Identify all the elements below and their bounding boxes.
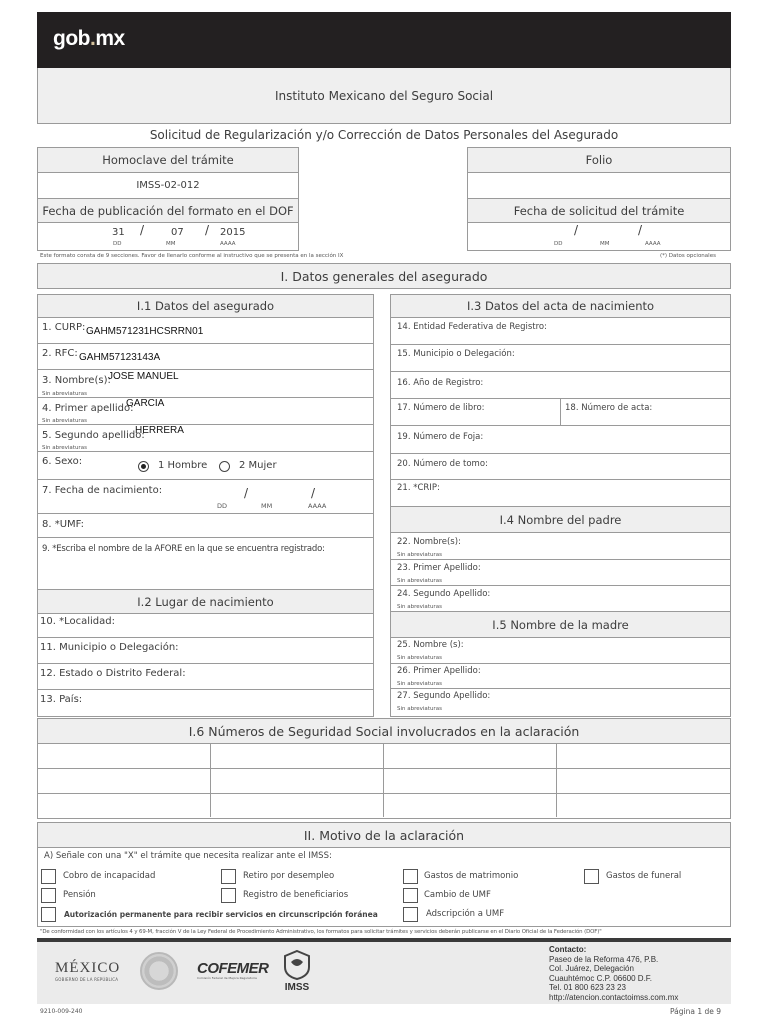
primer-apellido-value: GARCIA (126, 398, 165, 409)
nss-grid-line (38, 768, 730, 769)
footer (37, 942, 731, 1004)
madre-apellido1-row[interactable]: 26. Primer Apellido: Sin abreviaturas (391, 664, 730, 689)
section-1-4-body (390, 533, 731, 612)
afore-row[interactable]: 9. *Escriba el nombre de la AFORE en la que se encuentra registrado: (42, 544, 325, 554)
pension-checkbox[interactable] (41, 888, 56, 903)
gob-mx-header (37, 12, 731, 68)
localidad-row[interactable]: 10. *Localidad: (38, 614, 373, 638)
nombre-value: JOSE MANUEL (108, 371, 179, 382)
section-1-4-header: I.4 Nombre del padre (390, 507, 731, 533)
segundo-apellido-value: HERRERA (135, 425, 184, 436)
section-1-1-header: I.1 Datos del asegurado (37, 294, 374, 318)
form-code: 9210-009-240 (40, 1008, 83, 1015)
padre-apellido2-row[interactable]: 24. Segundo Apellido: Sin abreviaturas (397, 589, 491, 610)
pais-row[interactable]: 13. País: (40, 694, 83, 705)
nss-grid-line (383, 744, 384, 817)
nss-grid-line (556, 744, 557, 817)
adscripcion-umf-checkbox[interactable] (403, 907, 418, 922)
section-1-1-body (37, 318, 374, 590)
section-2-header: II. Motivo de la aclaración (37, 822, 731, 848)
sexo-row: 6. Sexo: 1 Hombre 2 Mujer (38, 452, 373, 480)
section-1-5-header: I.5 Nombre de la madre (390, 612, 731, 638)
autorizacion-foranea-checkbox[interactable] (41, 907, 56, 922)
nss-grid-line (210, 744, 211, 817)
curp-row[interactable]: 1. CURP: GAHM571231HCSRRN01 (38, 318, 373, 344)
numero-tomo-row[interactable]: 20. Número de tomo: (391, 454, 730, 480)
legal-note: "De conformidad con los artículos 4 y 69-M, fracción V de la Ley Federal de Procedimiento Administrativo, los formatos para solicitar trámites y servicios deberán publicarse en el Diario Oficial de la Federación (DOF)" (40, 929, 602, 935)
contact-link[interactable]: http://atencion.contactoimss.com.mx (549, 992, 679, 1002)
nss-grid (37, 744, 731, 819)
retiro-desempleo-checkbox[interactable] (221, 869, 236, 884)
imss-logo: IMSS (277, 950, 317, 993)
homoclave-label: Homoclave del trámite (37, 147, 299, 173)
gastos-matrimonio-checkbox[interactable] (403, 869, 418, 884)
entidad-registro-row[interactable]: 14. Entidad Federativa de Registro: (391, 318, 730, 345)
section-1-3-header: I.3 Datos del acta de nacimiento (390, 294, 731, 318)
publication-date-label: Fecha de publicación del formato en el DOF (37, 199, 299, 223)
section-1-3-body (390, 318, 731, 507)
homoclave-value: IMSS-02-012 (37, 173, 299, 199)
cambio-umf-checkbox[interactable] (403, 888, 418, 903)
publication-date-field: 31 / 07 / 2015 DD MM AAAA (37, 223, 299, 251)
padre-apellido1-row[interactable]: 23. Primer Apellido: Sin abreviaturas (391, 560, 730, 586)
request-date-field[interactable]: / / DD MM AAAA (467, 223, 731, 251)
section-1-6-header: I.6 Números de Seguridad Social involucrados en la aclaración (37, 718, 731, 744)
sexo-mujer-radio[interactable] (219, 461, 230, 472)
institution-name: Instituto Mexicano del Seguro Social (274, 88, 494, 103)
section-2-body: A) Señale con una "X" el trámite que necesita realizar ante el IMSS: Cobro de incapacidad Retiro por desempleo Gastos de matrimonio Gastos de funeral Pensión Registro de beneficiarios Cambio de UMF Autorización permanente para recibir servicios en circunscripción foránea Adscripción a UMF (37, 848, 731, 927)
contact-block: Contacto: Paseo de la Reforma 476, P.B. Col. Juárez, Delegación Cuauhtémoc C.P. 06600 D.F. Tel. 01 800 623 23 23 http://atencion.contactoimss.com.mx (549, 945, 729, 1002)
nss-grid-line (38, 793, 730, 794)
rfc-row[interactable]: 2. RFC: GAHM57123143A (38, 344, 373, 370)
sexo-hombre-radio[interactable] (138, 461, 149, 472)
sections-note: Este formato consta de 9 secciones. Favor de llenarlo conforme al instructivo que se presenta en la sección IX (40, 253, 344, 259)
estado-row[interactable]: 12. Estado o Distrito Federal: (38, 664, 373, 690)
primer-apellido-row[interactable]: 4. Primer apellido: GARCIA Sin abreviaturas (38, 398, 373, 425)
madre-apellido2-row[interactable]: 27. Segundo Apellido: Sin abreviaturas (397, 691, 491, 712)
section-1-2-header: I.2 Lugar de nacimiento (37, 590, 374, 614)
request-date-label: Fecha de solicitud del trámite (467, 199, 731, 223)
cobro-incapacidad-checkbox[interactable] (41, 869, 56, 884)
numero-acta-field[interactable]: 18. Número de acta: (565, 403, 653, 413)
madre-nombre-row[interactable]: 25. Nombre (s): Sin abreviaturas (391, 638, 730, 664)
section-1-header: I. Datos generales del asegurado (37, 263, 731, 289)
mexico-logo: MÉXICO GOBIERNO DE LA REPÚBLICA (55, 960, 121, 982)
folio-field[interactable] (467, 173, 731, 199)
fecha-nacimiento-row[interactable]: 7. Fecha de nacimiento: / / DD MM AAAA (38, 480, 373, 514)
padre-nombre-row[interactable]: 22. Nombre(s): Sin abreviaturas (391, 533, 730, 560)
imss-emblem-icon (284, 950, 310, 980)
libro-acta-row (391, 399, 730, 426)
nombre-row[interactable]: 3. Nombre(s): JOSE MANUEL Sin abreviaturas (38, 370, 373, 398)
section-1-5-body (390, 638, 731, 717)
numero-libro-field[interactable]: 17. Número de libro: (391, 399, 561, 425)
umf-row[interactable]: 8. *UMF: (38, 514, 373, 538)
curp-value: GAHM571231HCSRRN01 (86, 326, 204, 337)
coat-of-arms-icon (140, 952, 178, 990)
crip-row[interactable]: 21. *CRIP: (397, 483, 440, 493)
rfc-value: GAHM57123143A (79, 352, 161, 363)
form-title: Solicitud de Regularización y/o Corrección de Datos Personales del Asegurado (149, 128, 619, 142)
section-1-2-body (37, 613, 374, 717)
gastos-funeral-checkbox[interactable] (584, 869, 599, 884)
numero-foja-row[interactable]: 19. Número de Foja: (391, 426, 730, 454)
section-2-instruction: A) Señale con una "X" el trámite que necesita realizar ante el IMSS: (44, 851, 332, 861)
segundo-apellido-row[interactable]: 5. Segundo apellido: HERRERA Sin abreviaturas (38, 425, 373, 452)
institution-banner (37, 68, 731, 124)
municipio-nac-row[interactable]: 11. Municipio o Delegación: (38, 638, 373, 664)
cofemer-logo: COFEMER Comisión Federal de Mejora Regulatoria (197, 960, 269, 980)
anio-registro-row[interactable]: 16. Año de Registro: (391, 372, 730, 399)
folio-label: Folio (467, 147, 731, 173)
page-number: Página 1 de 9 (670, 1007, 722, 1016)
registro-beneficiarios-checkbox[interactable] (221, 888, 236, 903)
municipio-registro-row[interactable]: 15. Municipio o Delegación: (391, 345, 730, 372)
gob-mx-logo[interactable]: gob.mx (53, 27, 125, 50)
optional-note: (*) Datos opcionales (660, 253, 716, 259)
